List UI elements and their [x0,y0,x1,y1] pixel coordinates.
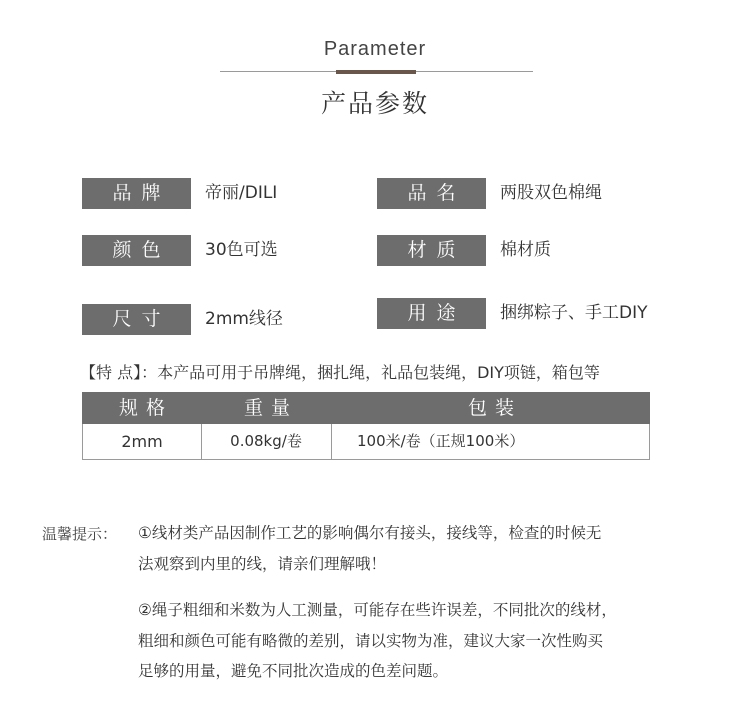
table-cell-package: 100米/卷（正规100米） [357,432,525,450]
param-label-brand: 品牌 [82,178,191,209]
note-2-line-3: 足够的用量，避免不同批次造成的色差问题。 [138,662,449,680]
spec-table-row [82,424,650,460]
param-label-usage: 用途 [377,298,486,329]
note-2-line-1: ②绳子粗细和米数为人工测量，可能存在些许误差，不同批次的线材， [138,601,617,619]
features-text: 【特 点】：本产品可用于吊牌绳，捆扎绳，礼品包装绳，DIY项链，箱包等 [80,363,600,382]
note-1-line-2: 法观察到内里的线，请亲们理解哦！ [138,555,387,573]
param-value-brand: 帝丽/DILI [205,183,278,203]
param-value-material: 棉材质 [500,240,551,260]
param-label-material: 材质 [377,235,486,266]
param-label-color: 颜色 [82,235,191,266]
table-cell-spec: 2mm [121,432,163,451]
param-value-usage: 捆绑粽子、手工DIY [500,303,648,323]
notes-label: 温馨提示： [42,525,118,543]
param-label-size: 尺寸 [82,304,191,335]
table-header-weight: 重量 [243,397,298,419]
table-header-package: 包装 [467,397,522,419]
title-accent-bar [336,70,416,74]
param-value-product-name: 两股双色棉绳 [500,183,602,203]
param-value-size: 2mm线径 [205,309,283,329]
table-cell-weight: 0.08kg/卷 [230,432,302,450]
title-chinese: 产品参数 [320,89,429,118]
table-divider [331,424,332,459]
note-1-line-1: ①线材类产品因制作工艺的影响偶尔有接头，接线等，检查的时候无 [138,524,602,542]
note-2-line-2: 粗细和颜色可能有略微的差别，请以实物为准，建议大家一次性购买 [138,632,604,650]
title-english: Parameter [323,38,427,60]
param-label-product-name: 品名 [377,178,486,209]
param-value-color: 30色可选 [205,240,278,260]
spec-table-header [82,392,650,424]
table-header-spec: 规格 [118,397,173,419]
